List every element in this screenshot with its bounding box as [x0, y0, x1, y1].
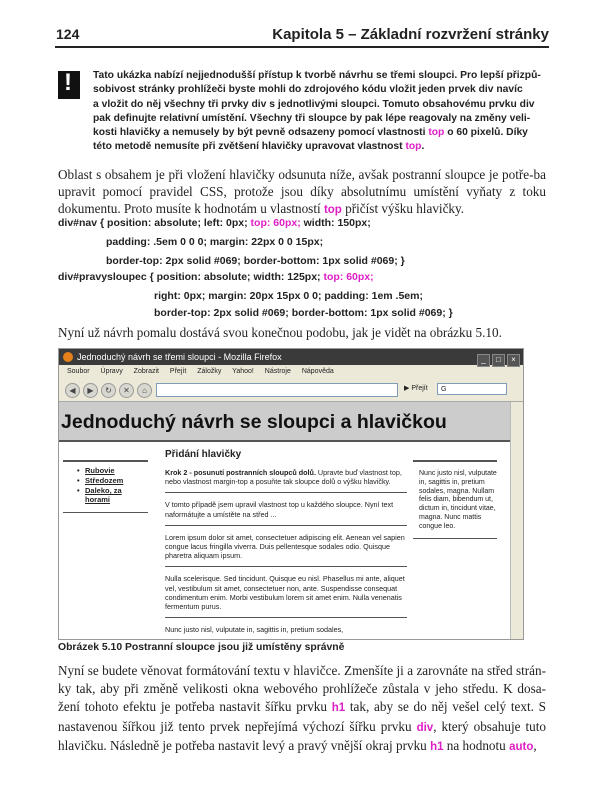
note-line-1: Tato ukázka nabízí nejjednodušší přístup k tvorbě návrhu se třemi sloupci. Pro lepší přizpů-	[93, 70, 541, 81]
window-controls	[475, 351, 520, 367]
paragraph-2: Nyní už návrh pomalu dostává svou konečnou podobu, jak je vidět na obrázku 5.10.	[58, 325, 502, 340]
warning-icon	[58, 71, 80, 99]
nav-link-daleko[interactable]: • Daleko, za horami	[85, 486, 148, 504]
menu-prejit[interactable]: Přejít	[169, 368, 187, 375]
menu-upravy[interactable]: Úpravy	[100, 368, 123, 375]
nav-link-rubovie[interactable]: • Rubovie	[85, 466, 148, 475]
page-number: 124	[56, 26, 80, 42]
note-line-4: pak definujte relativní umístění. Všechny tři sloupce by pak lépe reagovaly na změny veli-	[93, 112, 531, 124]
content-paragraph: V tomto případě jsem upravil vlastnost top u každého sloupce. Nyní text naformátujte a umístěte na střed ...	[165, 500, 407, 525]
inline-code: top	[428, 127, 445, 139]
inline-code: top	[323, 204, 342, 216]
window-title: Jednoduchý návrh se třemi sloupci - Mozilla Firefox	[77, 352, 282, 362]
menu-zobrazit[interactable]: Zobrazit	[133, 368, 159, 375]
code-line-5: right: 0px; margin: 20px 15px 0 0; padding: 1em .5em;	[154, 290, 423, 302]
firefox-icon	[63, 352, 73, 362]
go-button[interactable]: ▶ Přejít	[404, 385, 428, 392]
inline-code: h1	[430, 740, 444, 753]
content-column	[165, 449, 407, 640]
note-line-5: kosti hlavičky a nemusely by být pevně odsazeny pomocí vlastnosti top o 60 pixelů. Díky	[93, 127, 528, 139]
inline-code: h1	[331, 702, 346, 715]
search-box[interactable]: G	[437, 383, 507, 395]
back-icon[interactable]: ◀	[65, 383, 80, 398]
navigation-toolbar	[59, 379, 523, 402]
browser-screenshot	[58, 348, 524, 640]
stop-icon[interactable]: ✕	[119, 383, 134, 398]
menu-soubor[interactable]: Soubor	[67, 368, 90, 375]
paragraph-3: Nyní se budete věnovat formátování textu v hlavičce. Zmenšíte ji a zarovnáte na střed strán-ky tak, aby při změně velikosti okna webového prohlížeče zůstala v jeho středu. K dosa-žení tohoto efektu je potřeba nastavit šířku prvku h1 tak, aby se do něj vešel celý text. S nastavenou šířkou již tento prvek nepřejímá výchozí šířku prvku div, který obsahuje tuto hlavičku. Následně je potřeba nastavit levý a pravý vnější okraj prvku h1 na hodnotu auto,	[58, 663, 546, 753]
code-line-4: div#pravysloupec { position: absolute; width: 125px; top: 60px;	[58, 271, 374, 283]
figure-caption: Obrázek 5.10 Postranní sloupce jsou již umístěny správně	[58, 642, 345, 653]
note-box	[93, 69, 545, 155]
menu-zalozky[interactable]: Záložky	[197, 368, 222, 375]
right-sidebar: Nunc justo nisl, vulputate in, sagittis in, pretium sodales, magna. Nullam felis diam, bibendum ut, dictum in, tincidunt vitae, magna. Nunc mattis congue leo.	[413, 460, 497, 539]
menu-bar	[59, 365, 523, 379]
close-icon[interactable]: ×	[507, 354, 520, 367]
address-bar[interactable]	[156, 383, 398, 397]
minimize-icon[interactable]: _	[477, 354, 490, 367]
content-paragraph: Lorem ipsum dolor sit amet, consectetuer adipiscing elit. Aenean vel sapien congue lacus fringilla viverra. Duis pellentesque sodales odio. Quisque pharetra aliquam ipsum.	[165, 533, 407, 568]
home-icon[interactable]: ⌂	[137, 383, 152, 398]
code-line-1: div#nav { position: absolute; left: 0px; top: 60px; width: 150px;	[58, 217, 371, 229]
vertical-scrollbar[interactable]	[510, 402, 523, 639]
note-line-6: této metodě nemusíte při zvětšení hlavičky upravovat vlastnost top.	[93, 141, 425, 153]
chapter-title: Kapitola 5 – Základní rozvržení stránky	[272, 26, 549, 43]
code-line-6: border-top: 2px solid #069; border-bottom: 1px solid #069; }	[154, 307, 453, 319]
maximize-icon[interactable]: □	[492, 354, 505, 367]
menu-nastroje[interactable]: Nástroje	[264, 368, 291, 375]
note-line-2: sobivost stránky prohlížeči byste mohli do zdrojového kódu vložit jeden prvek div navíc	[93, 84, 523, 96]
content-step: Krok 2 - posunutí postranních sloupců dolů. Upravte buď vlastnost top, nebo vlastnost margin-top a posuňte tak sloupce dolů o výšku hlavičky.	[165, 468, 407, 493]
inline-code: auto	[509, 740, 534, 753]
browser-viewport	[59, 402, 511, 639]
content-paragraph: Nunc justo nisl, vulputate in, sagittis in, pretium sodales,	[165, 625, 344, 635]
inline-code: top	[405, 141, 422, 153]
running-header	[55, 22, 549, 48]
content-paragraph: Nulla scelerisque. Sed tincidunt. Quisque eu nisl. Phasellus mi ante, aliquet vel, vestibulum sit amet, consectetuer non, ante. Suspendisse consequat condimentum enim. Morbi vestibulum lorem sit amet enim. Nulla venenatis fermentum purus.	[165, 574, 407, 618]
nav-link-stredozem[interactable]: • Středozem	[85, 476, 148, 485]
page-heading: Jednoduchý návrh se sloupci a hlavičkou	[59, 402, 511, 442]
menu-napoveda[interactable]: Nápověda	[301, 368, 334, 375]
content-heading: Přidání hlavičky	[165, 449, 242, 460]
paragraph-1: Oblast s obsahem je při vložení hlavičky odsunuta níže, avšak postranní sloupce je potře-ba upravit pomocí pravidel CSS, protože jsou díky absolutnímu umístění vyňaty z toku dokumentu. Proto musíte k hodnotám u vlastností top přičíst výšku hlavičky.	[58, 167, 546, 216]
menu-yahoo[interactable]: Yahoo!	[232, 368, 254, 375]
inline-code: div	[416, 721, 434, 734]
reload-icon[interactable]: ↻	[101, 383, 116, 398]
forward-icon[interactable]: ▶	[83, 383, 98, 398]
code-line-3: border-top: 2px solid #069; border-bottom: 1px solid #069; }	[106, 255, 405, 267]
nav-column	[63, 460, 148, 513]
note-line-3: a vložit do něj všechny tři prvky div s jednotlivými sloupci. Tomuto obsahovému prvku div	[93, 98, 535, 110]
code-line-2: padding: .5em 0 0 0; margin: 22px 0 0 15px;	[106, 236, 324, 248]
window-titlebar	[59, 349, 523, 365]
